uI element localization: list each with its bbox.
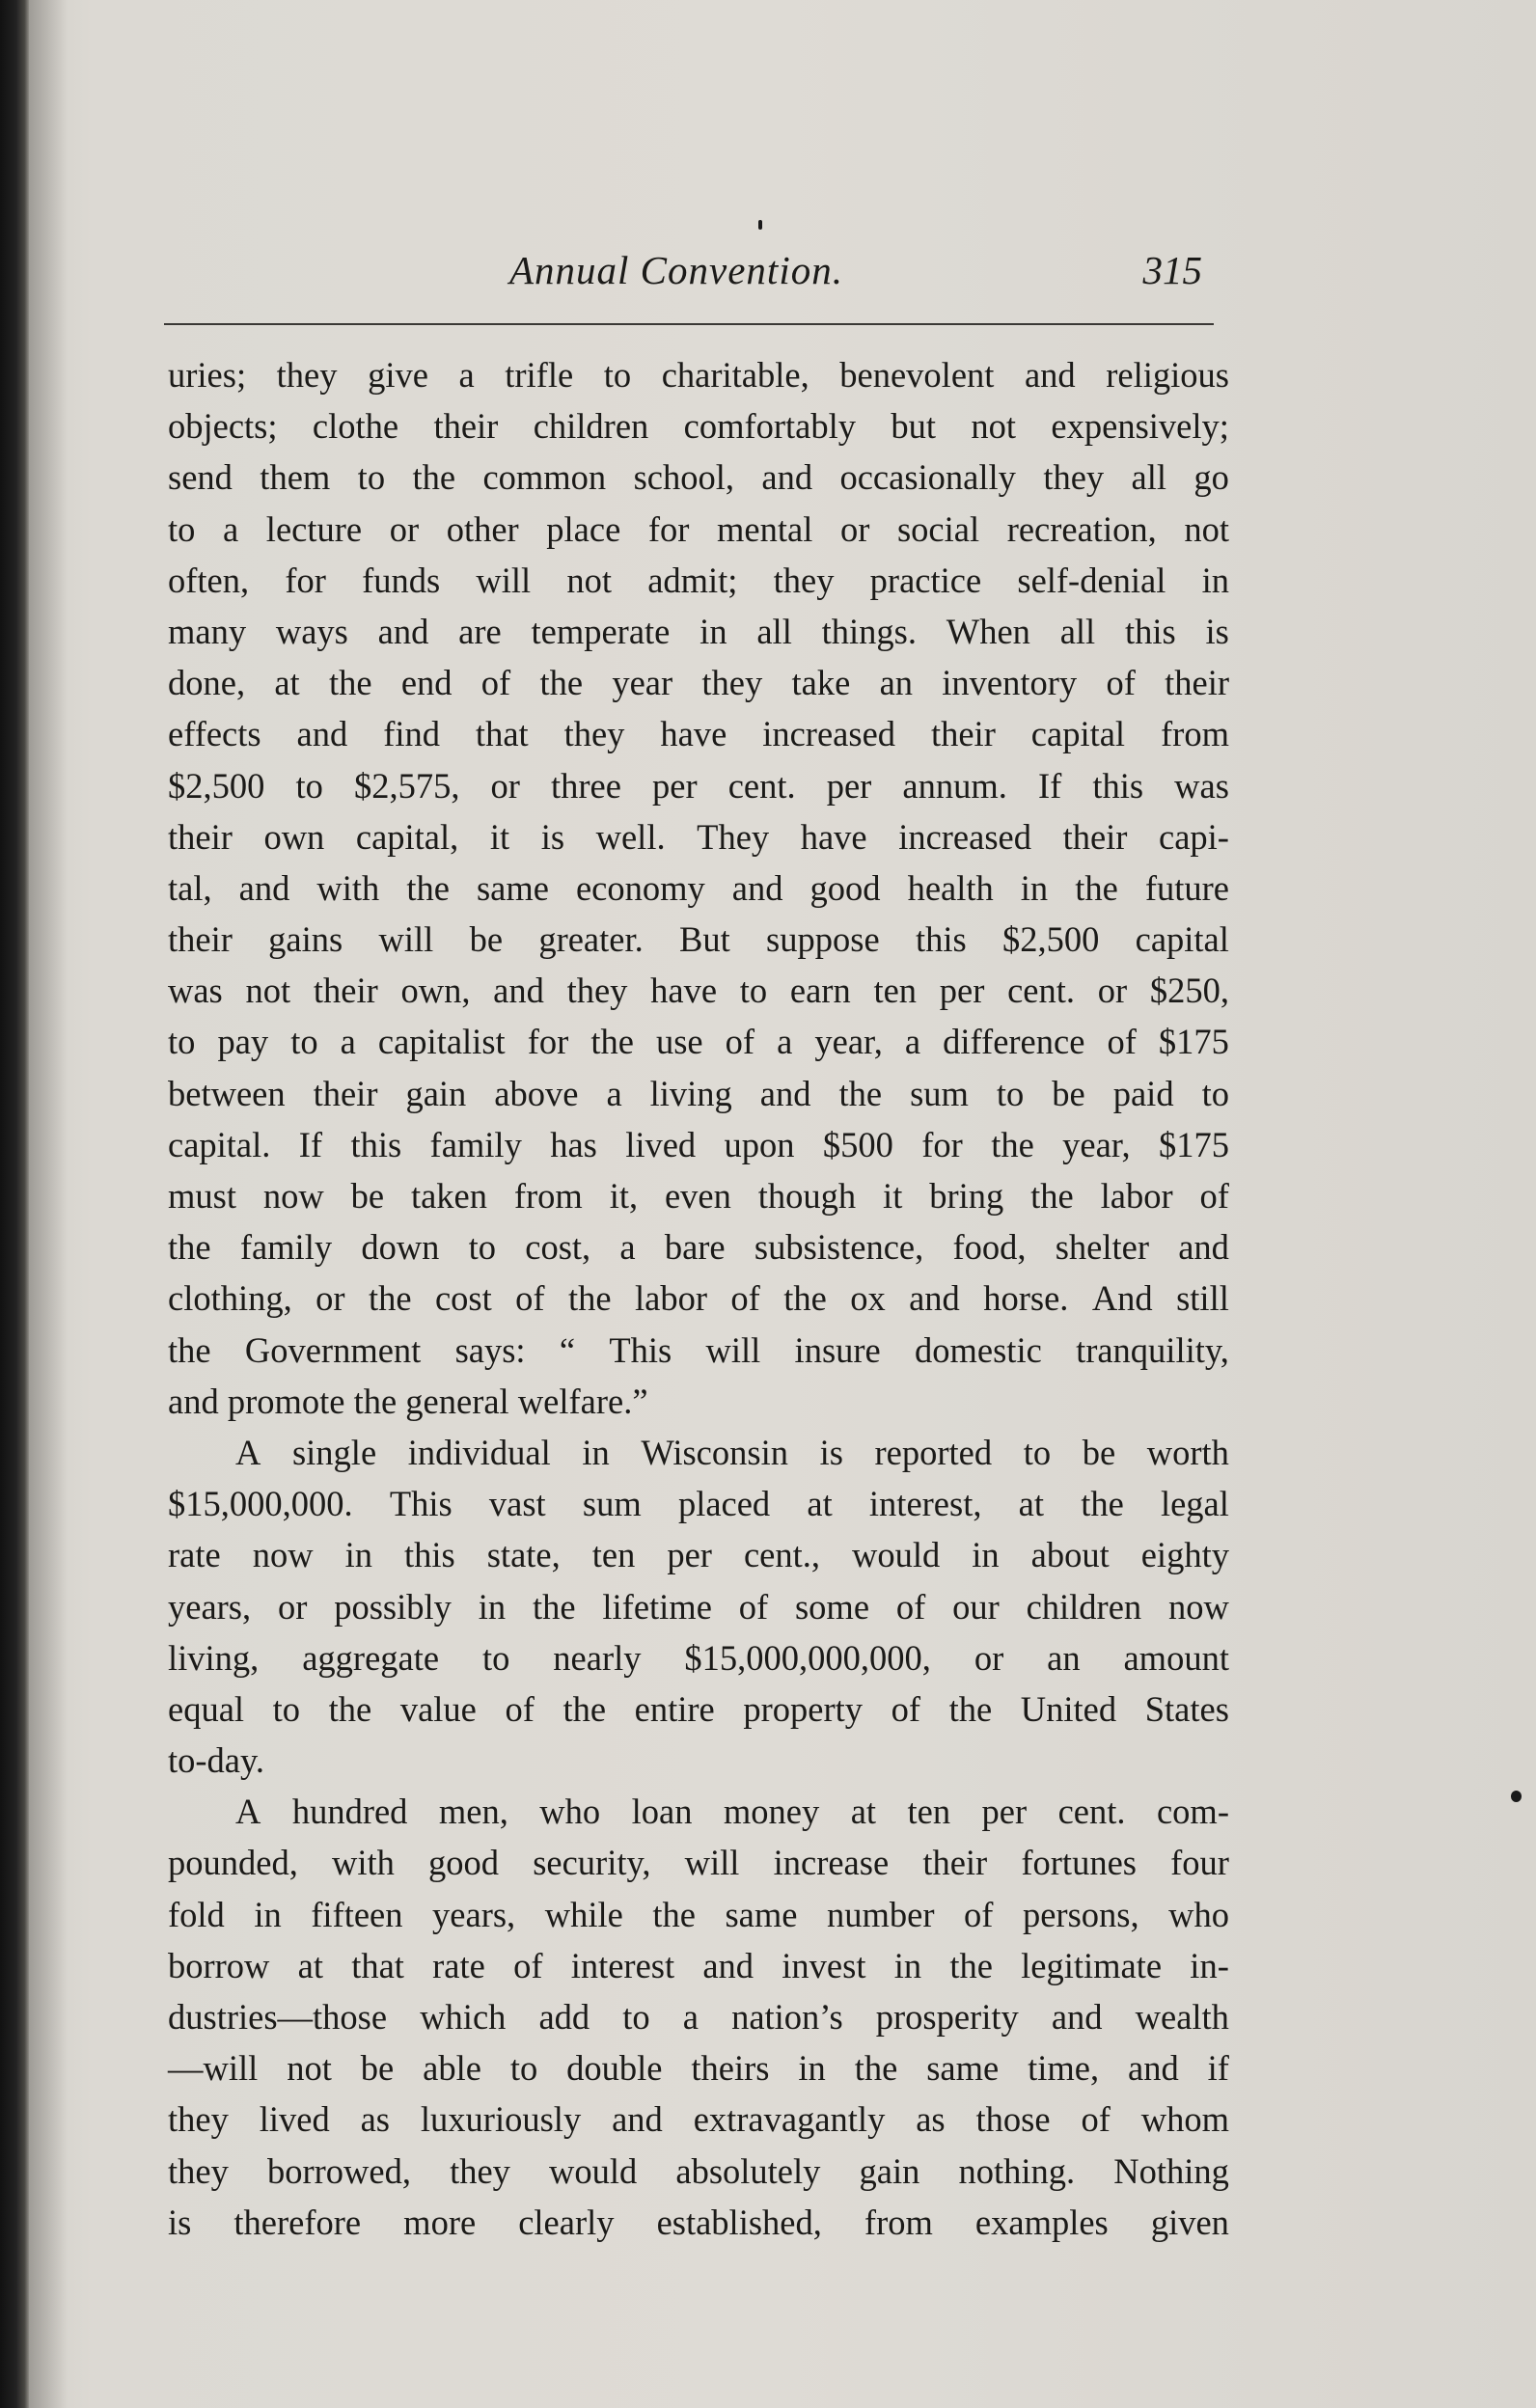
text-line: $2,500 to $2,575, or three per cent. per annum. If this was <box>168 765 1229 806</box>
book-binding-edge <box>0 0 29 2408</box>
text-line: clothing, or the cost of the labor of the ox and horse. And still <box>168 1278 1229 1319</box>
text-line: effects and find that they have increased their capital from <box>168 714 1229 754</box>
text-line: their own capital, it is well. They have increased their capi- <box>168 816 1229 857</box>
text-line: A hundred men, who loan money at ten per cent. com- <box>235 1792 1229 1832</box>
ink-speck <box>1511 1791 1522 1802</box>
text-line: fold in fifteen years, while the same number of persons, who <box>168 1894 1229 1934</box>
text-line: years, or possibly in the lifetime of some of our children now <box>168 1586 1229 1627</box>
binding-shadow <box>29 0 68 2408</box>
text-line: —will not be able to double theirs in the same time, and if <box>168 2048 1229 2089</box>
text-line: between their gain above a living and the sum to be paid to <box>168 1073 1229 1113</box>
text-line: to a lecture or other place for mental or social recreation, not <box>168 508 1229 549</box>
text-line: many ways and are temperate in all things. When all this is <box>168 611 1229 651</box>
text-line: rate now in this state, ten per cent., would in about eighty <box>168 1535 1229 1575</box>
text-line: dustries—those which add to a nation’s prosperity and wealth <box>168 1997 1229 2037</box>
ink-speck <box>758 220 762 230</box>
running-head: Annual Convention. <box>509 248 843 292</box>
text-line: their gains will be greater. But suppose this $2,500 capital <box>168 919 1229 960</box>
text-line: equal to the value of the entire property of the United States <box>168 1688 1229 1729</box>
text-line: send them to the common school, and occasionally they all go <box>168 457 1229 498</box>
text-line: objects; clothe their children comfortably but not expensively; <box>168 406 1229 447</box>
text-line: tal, and with the same economy and good health in the future <box>168 867 1229 908</box>
page-header <box>164 239 1218 307</box>
text-line: to-day. <box>168 1740 265 1781</box>
text-line: $15,000,000. This vast sum placed at interest, at the legal <box>168 1484 1229 1524</box>
text-line: pounded, with good security, will increase their fortunes four <box>168 1843 1229 1883</box>
text-line: is therefore more clearly established, from examples given <box>168 2202 1229 2242</box>
text-line: the family down to cost, a bare subsistence, food, shelter and <box>168 1227 1229 1268</box>
text-line: capital. If this family has lived upon $500 for the year, $175 <box>168 1124 1229 1164</box>
body-text <box>168 349 1229 2248</box>
text-line: A single individual in Wisconsin is reported to be worth <box>235 1432 1229 1472</box>
text-line: done, at the end of the year they take an inventory of their <box>168 663 1229 703</box>
text-line: and promote the general welfare.” <box>168 1381 648 1421</box>
text-line: must now be taken from it, even though it bring the labor of <box>168 1176 1229 1216</box>
text-line: they lived as luxuriously and extravagantly as those of whom <box>168 2099 1229 2140</box>
text-line: was not their own, and they have to earn ten per cent. or $250, <box>168 971 1229 1011</box>
text-line: living, aggregate to nearly $15,000,000,000, or an amount <box>168 1637 1229 1678</box>
header-rule <box>164 323 1214 325</box>
text-line: often, for funds will not admit; they practice self-denial in <box>168 560 1229 600</box>
page-number: 315 <box>1142 248 1202 292</box>
text-line: the Government says: “ This will insure domestic tranquility, <box>168 1329 1229 1370</box>
text-line: to pay to a capitalist for the use of a year, a difference of $175 <box>168 1022 1229 1062</box>
text-line: uries; they give a trifle to charitable, benevolent and religious <box>168 355 1229 395</box>
text-line: they borrowed, they would absolutely gain nothing. Nothing <box>168 2150 1229 2191</box>
text-line: borrow at that rate of interest and invest in the legitimate in- <box>168 1945 1229 1985</box>
